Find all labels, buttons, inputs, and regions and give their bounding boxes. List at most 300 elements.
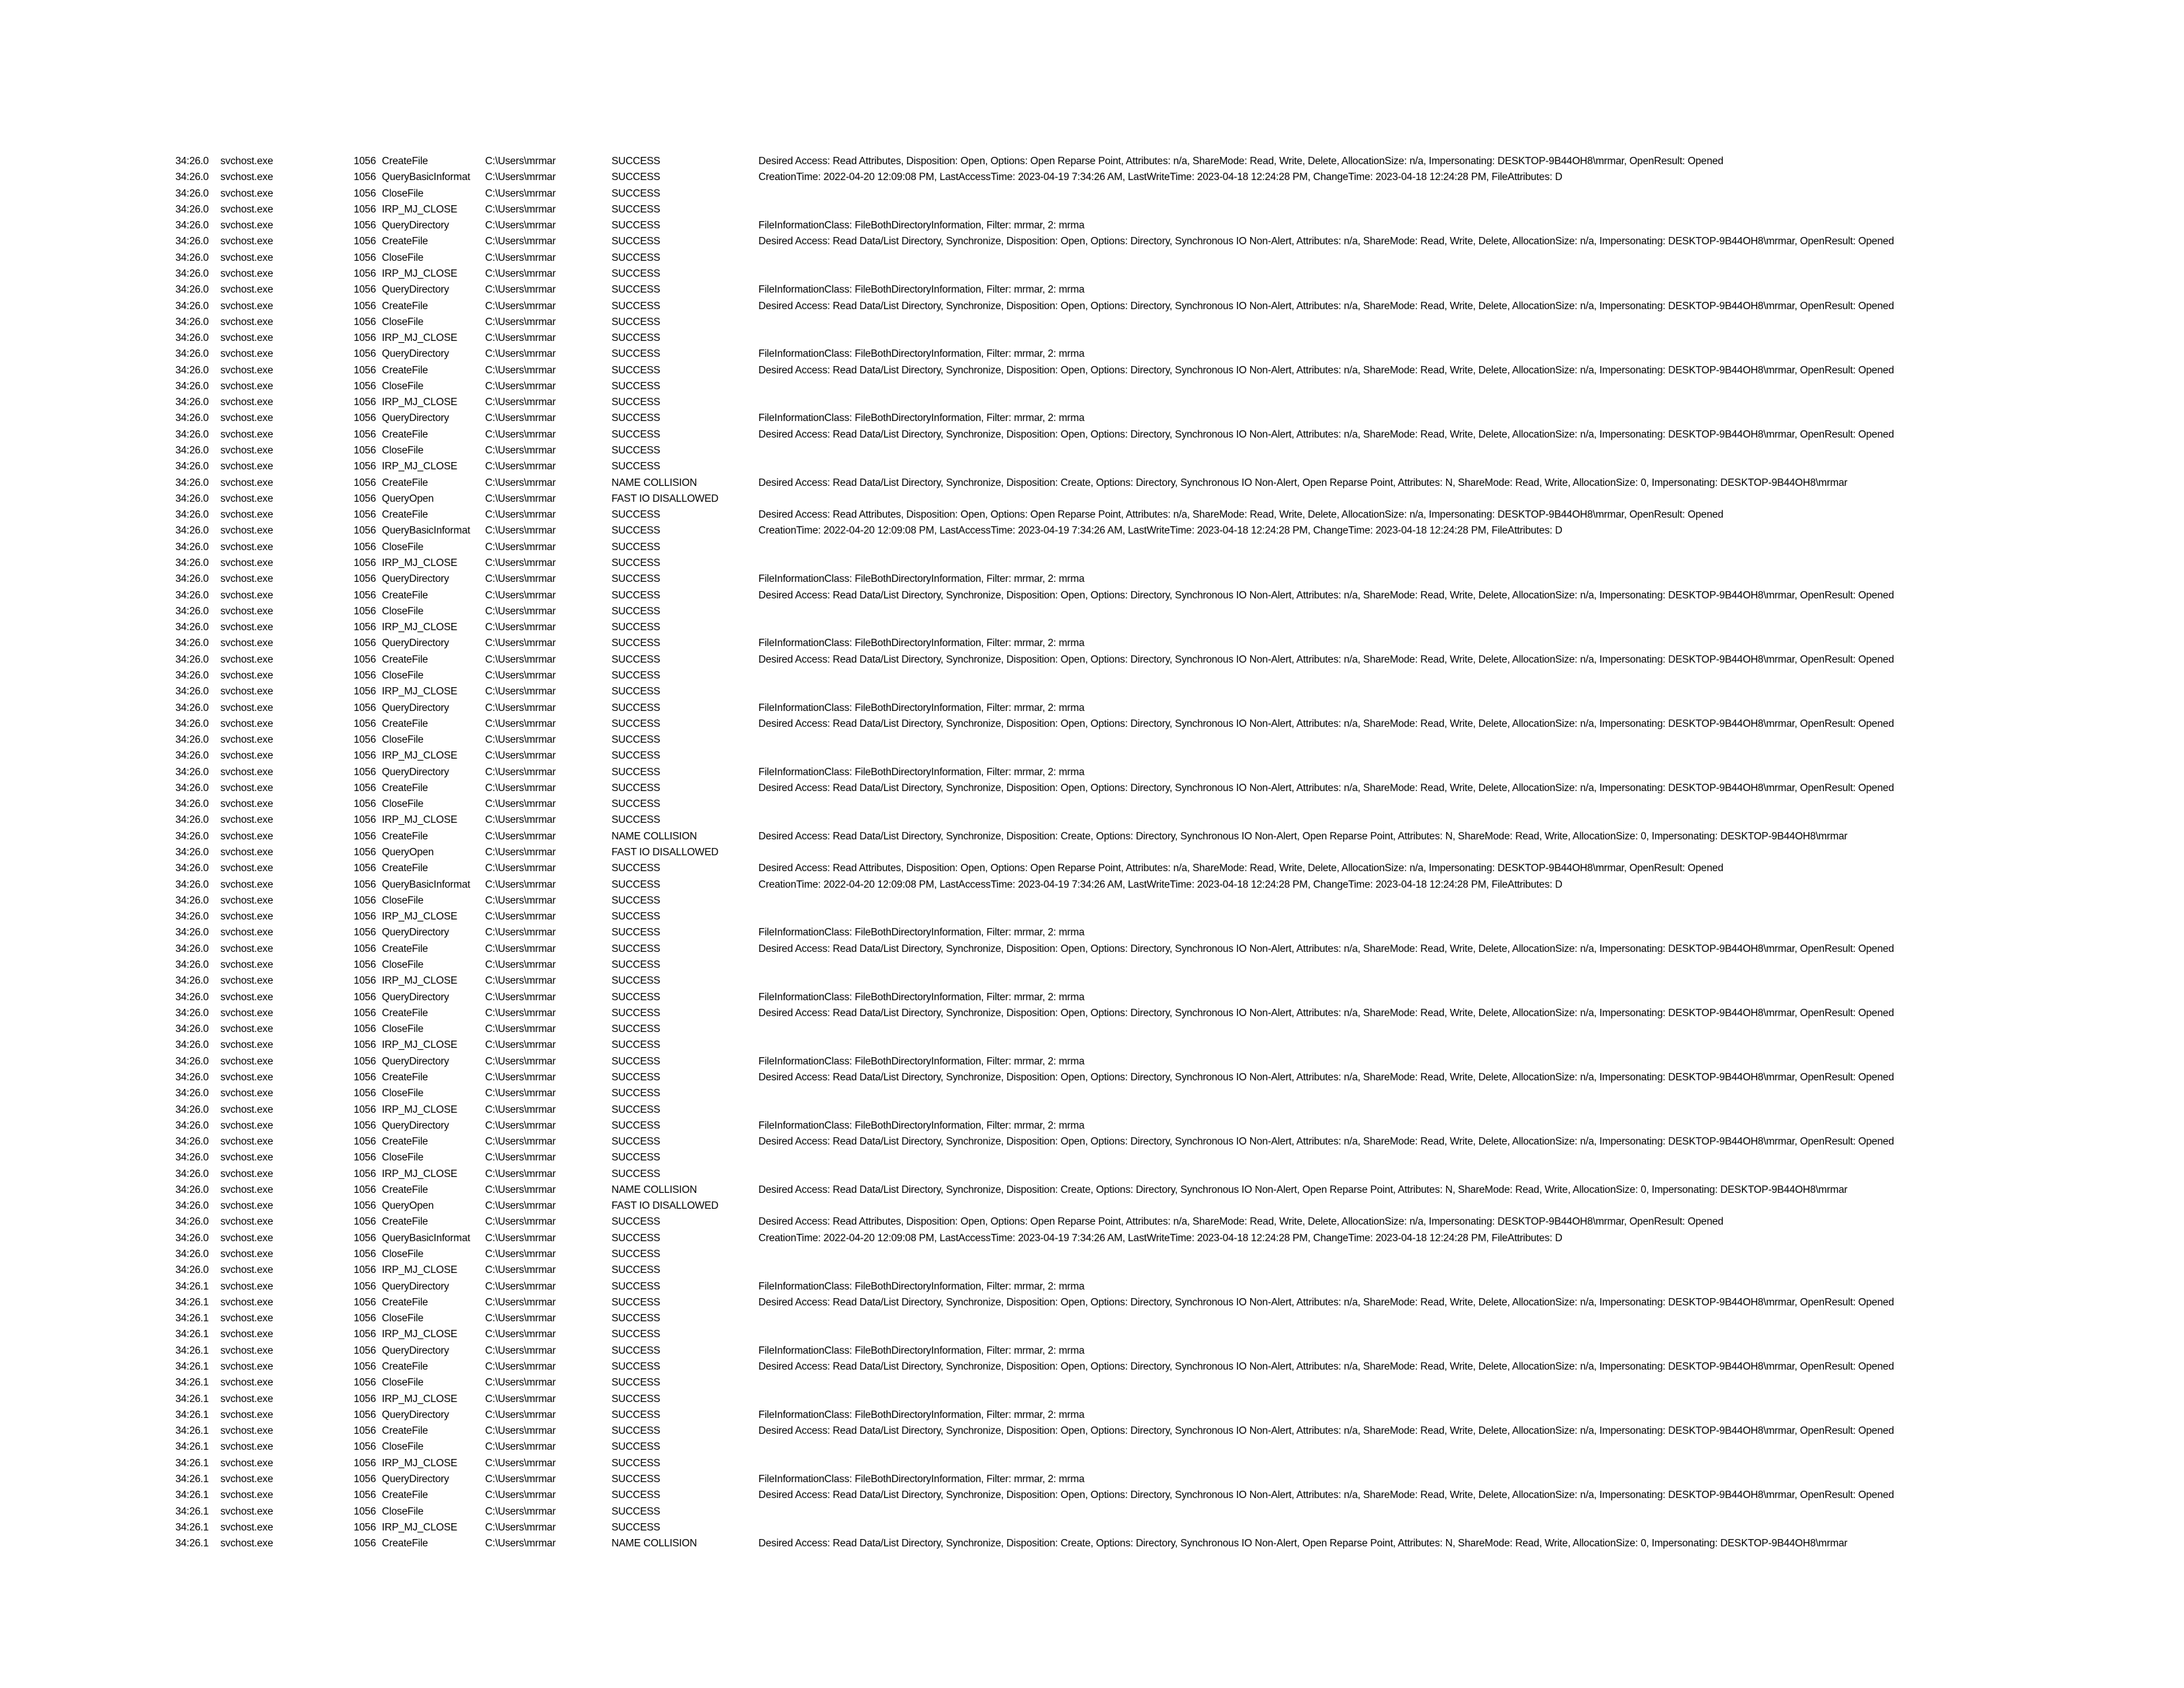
- result-cell: SUCCESS: [612, 653, 660, 665]
- path-cell: C:\Users\mrmar: [485, 1505, 556, 1517]
- log-row: [0, 957, 2184, 973]
- result-cell: SUCCESS: [612, 1216, 660, 1228]
- time-cell: 34:26.0: [175, 1071, 209, 1083]
- operation-cell: CreateFile: [382, 1361, 428, 1372]
- detail-cell: Desired Access: Read Data/List Directory, Synchronize, Disposition: Open, Options: Directory, Synchronous IO Non-Alert, Attributes: n/a, ShareMode: Read, Write, Delete, AllocationSize: n/a, Impersonating: DESKTOP-9B44OH8\mrmar, OpenResult: Opened: [758, 1361, 1894, 1372]
- result-cell: NAME COLLISION: [612, 1538, 697, 1550]
- pid-cell: 1056: [353, 364, 376, 376]
- operation-cell: IRP_MJ_CLOSE: [382, 557, 457, 569]
- detail-cell: Desired Access: Read Data/List Directory, Synchronize, Disposition: Open, Options: Directory, Synchronous IO Non-Alert, Attributes: n/a, ShareMode: Read, Write, Delete, AllocationSize: n/a, Impersonating: DESKTOP-9B44OH8\mrmar, OpenResult: Opened: [758, 1425, 1894, 1437]
- path-cell: C:\Users\mrmar: [485, 847, 556, 859]
- log-row: [0, 990, 2184, 1006]
- operation-cell: IRP_MJ_CLOSE: [382, 1457, 457, 1469]
- path-cell: C:\Users\mrmar: [485, 1136, 556, 1148]
- time-cell: 34:26.0: [175, 1168, 209, 1180]
- operation-cell: IRP_MJ_CLOSE: [382, 1393, 457, 1405]
- path-cell: C:\Users\mrmar: [485, 445, 556, 457]
- detail-cell: FileInformationClass: FileBothDirectoryInformation, Filter: mrmar, 2: mrma: [758, 412, 1085, 424]
- path-cell: C:\Users\mrmar: [485, 1538, 556, 1550]
- result-cell: SUCCESS: [612, 1088, 660, 1100]
- process-name-cell: svchost.exe: [220, 1296, 273, 1308]
- operation-cell: QueryDirectory: [382, 1344, 449, 1356]
- path-cell: C:\Users\mrmar: [485, 798, 556, 810]
- result-cell: SUCCESS: [612, 412, 660, 424]
- path-cell: C:\Users\mrmar: [485, 1344, 556, 1356]
- process-name-cell: svchost.exe: [220, 605, 273, 617]
- result-cell: SUCCESS: [612, 1023, 660, 1035]
- operation-cell: CloseFile: [382, 187, 424, 199]
- pid-cell: 1056: [353, 1280, 376, 1292]
- log-row: [0, 1231, 2184, 1246]
- time-cell: 34:26.1: [175, 1457, 209, 1469]
- operation-cell: IRP_MJ_CLOSE: [382, 1329, 457, 1340]
- time-cell: 34:26.0: [175, 1023, 209, 1035]
- log-row: [0, 395, 2184, 410]
- path-cell: C:\Users\mrmar: [485, 1039, 556, 1051]
- operation-cell: QueryDirectory: [382, 1473, 449, 1485]
- log-row: [0, 1295, 2184, 1311]
- log-row: [0, 748, 2184, 764]
- pid-cell: 1056: [353, 1296, 376, 1308]
- result-cell: SUCCESS: [612, 750, 660, 762]
- detail-cell: FileInformationClass: FileBothDirectoryInformation, Filter: mrmar, 2: mrma: [758, 1344, 1085, 1356]
- process-name-cell: svchost.exe: [220, 509, 273, 521]
- operation-cell: IRP_MJ_CLOSE: [382, 1103, 457, 1115]
- time-cell: 34:26.0: [175, 911, 209, 923]
- log-row: [0, 1166, 2184, 1182]
- log-row: [0, 250, 2184, 266]
- result-cell: NAME COLLISION: [612, 477, 697, 489]
- time-cell: 34:26.0: [175, 477, 209, 489]
- path-cell: C:\Users\mrmar: [485, 1119, 556, 1131]
- log-row: [0, 1246, 2184, 1262]
- log-row: [0, 1021, 2184, 1037]
- log-row: [0, 299, 2184, 314]
- operation-cell: CloseFile: [382, 380, 424, 392]
- process-name-cell: svchost.exe: [220, 718, 273, 729]
- process-name-cell: svchost.exe: [220, 847, 273, 859]
- pid-cell: 1056: [353, 1329, 376, 1340]
- time-cell: 34:26.1: [175, 1377, 209, 1389]
- detail-cell: Desired Access: Read Data/List Directory, Synchronize, Disposition: Open, Options: Directory, Synchronous IO Non-Alert, Attributes: n/a, ShareMode: Read, Write, Delete, AllocationSize: n/a, Impersonating: DESKTOP-9B44OH8\mrmar, OpenResult: Opened: [758, 943, 1894, 955]
- log-row: [0, 1214, 2184, 1230]
- log-row: [0, 1375, 2184, 1391]
- operation-cell: CreateFile: [382, 364, 428, 376]
- path-cell: C:\Users\mrmar: [485, 1329, 556, 1340]
- time-cell: 34:26.0: [175, 316, 209, 328]
- detail-cell: FileInformationClass: FileBothDirectoryInformation, Filter: mrmar, 2: mrma: [758, 1280, 1085, 1292]
- path-cell: C:\Users\mrmar: [485, 669, 556, 681]
- log-row: [0, 169, 2184, 185]
- detail-cell: Desired Access: Read Data/List Directory, Synchronize, Disposition: Open, Options: Directory, Synchronous IO Non-Alert, Attributes: n/a, ShareMode: Read, Write, Delete, AllocationSize: n/a, Impersonating: DESKTOP-9B44OH8\mrmar, OpenResult: Opened: [758, 1489, 1894, 1501]
- result-cell: SUCCESS: [612, 686, 660, 698]
- result-cell: SUCCESS: [612, 766, 660, 778]
- path-cell: C:\Users\mrmar: [485, 428, 556, 440]
- detail-cell: Desired Access: Read Data/List Directory, Synchronize, Disposition: Create, Options: Directory, Synchronous IO Non-Alert, Open Reparse Point, Attributes: N, ShareMode: Read, Write, AllocationSize: 0, Impersonating: DESKTOP-9B44OH8\mrmar: [758, 830, 1848, 842]
- path-cell: C:\Users\mrmar: [485, 1200, 556, 1212]
- time-cell: 34:26.0: [175, 605, 209, 617]
- detail-cell: CreationTime: 2022-04-20 12:09:08 PM, LastAccessTime: 2023-04-19 7:34:26 AM, LastWriteTime: 2023-04-18 12:24:28 PM, ChangeTime: 2023-04-18 12:24:28 PM, FileAttributes: D: [758, 878, 1563, 890]
- pid-cell: 1056: [353, 1457, 376, 1469]
- process-name-cell: svchost.exe: [220, 428, 273, 440]
- time-cell: 34:26.0: [175, 284, 209, 296]
- result-cell: SUCCESS: [612, 300, 660, 312]
- pid-cell: 1056: [353, 911, 376, 923]
- time-cell: 34:26.0: [175, 637, 209, 649]
- log-row: [0, 1070, 2184, 1086]
- time-cell: 34:26.0: [175, 509, 209, 521]
- log-row: [0, 1198, 2184, 1214]
- operation-cell: CloseFile: [382, 1441, 424, 1453]
- time-cell: 34:26.1: [175, 1538, 209, 1550]
- result-cell: SUCCESS: [612, 734, 660, 746]
- log-row: [0, 812, 2184, 828]
- path-cell: C:\Users\mrmar: [485, 1023, 556, 1035]
- pid-cell: 1056: [353, 878, 376, 890]
- result-cell: SUCCESS: [612, 1393, 660, 1405]
- operation-cell: CloseFile: [382, 1023, 424, 1035]
- log-row: [0, 1439, 2184, 1455]
- result-cell: SUCCESS: [612, 1119, 660, 1131]
- process-name-cell: svchost.exe: [220, 187, 273, 199]
- path-cell: C:\Users\mrmar: [485, 1489, 556, 1501]
- time-cell: 34:26.0: [175, 252, 209, 263]
- operation-cell: CreateFile: [382, 863, 428, 874]
- pid-cell: 1056: [353, 1088, 376, 1100]
- operation-cell: CreateFile: [382, 943, 428, 955]
- pid-cell: 1056: [353, 492, 376, 504]
- process-name-cell: svchost.exe: [220, 1232, 273, 1244]
- time-cell: 34:26.0: [175, 492, 209, 504]
- log-row: [0, 1311, 2184, 1327]
- result-cell: SUCCESS: [612, 1103, 660, 1115]
- path-cell: C:\Users\mrmar: [485, 1264, 556, 1276]
- result-cell: SUCCESS: [612, 702, 660, 714]
- operation-cell: QueryBasicInformat: [382, 878, 471, 890]
- pid-cell: 1056: [353, 847, 376, 859]
- process-name-cell: svchost.exe: [220, 1521, 273, 1533]
- detail-cell: Desired Access: Read Data/List Directory, Synchronize, Disposition: Open, Options: Directory, Synchronous IO Non-Alert, Attributes: n/a, ShareMode: Read, Write, Delete, AllocationSize: n/a, Impersonating: DESKTOP-9B44OH8\mrmar, OpenResult: Opened: [758, 718, 1894, 729]
- operation-cell: IRP_MJ_CLOSE: [382, 622, 457, 633]
- path-cell: C:\Users\mrmar: [485, 911, 556, 923]
- log-row: [0, 652, 2184, 668]
- time-cell: 34:26.0: [175, 445, 209, 457]
- operation-cell: CloseFile: [382, 1152, 424, 1164]
- result-cell: SUCCESS: [612, 573, 660, 585]
- path-cell: C:\Users\mrmar: [485, 1457, 556, 1469]
- detail-cell: CreationTime: 2022-04-20 12:09:08 PM, LastAccessTime: 2023-04-19 7:34:26 AM, LastWriteTime: 2023-04-18 12:24:28 PM, ChangeTime: 2023-04-18 12:24:28 PM, FileAttributes: D: [758, 1232, 1563, 1244]
- process-name-cell: svchost.exe: [220, 1473, 273, 1485]
- process-name-cell: svchost.exe: [220, 1184, 273, 1196]
- operation-cell: CreateFile: [382, 1216, 428, 1228]
- time-cell: 34:26.0: [175, 397, 209, 408]
- process-name-cell: svchost.exe: [220, 1248, 273, 1260]
- pid-cell: 1056: [353, 734, 376, 746]
- result-cell: SUCCESS: [612, 1280, 660, 1292]
- pid-cell: 1056: [353, 541, 376, 553]
- result-cell: SUCCESS: [612, 1232, 660, 1244]
- time-cell: 34:26.0: [175, 1136, 209, 1148]
- operation-cell: CloseFile: [382, 605, 424, 617]
- result-cell: SUCCESS: [612, 943, 660, 955]
- time-cell: 34:26.1: [175, 1313, 209, 1325]
- time-cell: 34:26.1: [175, 1521, 209, 1533]
- pid-cell: 1056: [353, 1200, 376, 1212]
- log-row: [0, 491, 2184, 507]
- path-cell: C:\Users\mrmar: [485, 1103, 556, 1115]
- result-cell: SUCCESS: [612, 1361, 660, 1372]
- process-name-cell: svchost.exe: [220, 267, 273, 279]
- time-cell: 34:26.0: [175, 1264, 209, 1276]
- pid-cell: 1056: [353, 766, 376, 778]
- pid-cell: 1056: [353, 943, 376, 955]
- result-cell: SUCCESS: [612, 348, 660, 360]
- process-name-cell: svchost.exe: [220, 927, 273, 939]
- process-name-cell: svchost.exe: [220, 1489, 273, 1501]
- operation-cell: IRP_MJ_CLOSE: [382, 461, 457, 473]
- log-row: [0, 877, 2184, 893]
- time-cell: 34:26.0: [175, 461, 209, 473]
- result-cell: SUCCESS: [612, 1344, 660, 1356]
- result-cell: SUCCESS: [612, 863, 660, 874]
- process-name-cell: svchost.exe: [220, 589, 273, 601]
- operation-cell: CloseFile: [382, 316, 424, 328]
- path-cell: C:\Users\mrmar: [485, 525, 556, 537]
- path-cell: C:\Users\mrmar: [485, 750, 556, 762]
- path-cell: C:\Users\mrmar: [485, 653, 556, 665]
- process-name-cell: svchost.exe: [220, 1119, 273, 1131]
- pid-cell: 1056: [353, 236, 376, 248]
- process-name-cell: svchost.exe: [220, 1152, 273, 1164]
- operation-cell: CloseFile: [382, 252, 424, 263]
- detail-cell: Desired Access: Read Data/List Directory, Synchronize, Disposition: Open, Options: Directory, Synchronous IO Non-Alert, Attributes: n/a, ShareMode: Read, Write, Delete, AllocationSize: n/a, Impersonating: DESKTOP-9B44OH8\mrmar, OpenResult: Opened: [758, 300, 1894, 312]
- time-cell: 34:26.0: [175, 1152, 209, 1164]
- operation-cell: IRP_MJ_CLOSE: [382, 1264, 457, 1276]
- path-cell: C:\Users\mrmar: [485, 1361, 556, 1372]
- log-row: [0, 218, 2184, 234]
- operation-cell: QueryDirectory: [382, 573, 449, 585]
- operation-cell: QueryDirectory: [382, 1409, 449, 1421]
- log-row: [0, 732, 2184, 748]
- operation-cell: IRP_MJ_CLOSE: [382, 975, 457, 987]
- time-cell: 34:26.0: [175, 782, 209, 794]
- result-cell: SUCCESS: [612, 622, 660, 633]
- detail-cell: FileInformationClass: FileBothDirectoryInformation, Filter: mrmar, 2: mrma: [758, 702, 1085, 714]
- time-cell: 34:26.0: [175, 332, 209, 344]
- path-cell: C:\Users\mrmar: [485, 171, 556, 183]
- path-cell: C:\Users\mrmar: [485, 1409, 556, 1421]
- time-cell: 34:26.0: [175, 1119, 209, 1131]
- path-cell: C:\Users\mrmar: [485, 1248, 556, 1260]
- log-row: [0, 330, 2184, 346]
- process-name-cell: svchost.exe: [220, 364, 273, 376]
- pid-cell: 1056: [353, 1425, 376, 1437]
- path-cell: C:\Users\mrmar: [485, 894, 556, 906]
- result-cell: SUCCESS: [612, 1168, 660, 1180]
- operation-cell: CreateFile: [382, 1538, 428, 1550]
- operation-cell: CloseFile: [382, 1377, 424, 1389]
- detail-cell: Desired Access: Read Data/List Directory, Synchronize, Disposition: Create, Options: Directory, Synchronous IO Non-Alert, Open Reparse Point, Attributes: N, ShareMode: Read, Write, AllocationSize: 0, Impersonating: DESKTOP-9B44OH8\mrmar: [758, 1538, 1848, 1550]
- path-cell: C:\Users\mrmar: [485, 1071, 556, 1083]
- log-row: [0, 620, 2184, 635]
- process-name-cell: svchost.exe: [220, 975, 273, 987]
- result-cell: SUCCESS: [612, 1152, 660, 1164]
- time-cell: 34:26.0: [175, 718, 209, 729]
- result-cell: SUCCESS: [612, 1136, 660, 1148]
- path-cell: C:\Users\mrmar: [485, 589, 556, 601]
- result-cell: SUCCESS: [612, 509, 660, 521]
- log-row: [0, 539, 2184, 555]
- process-name-cell: svchost.exe: [220, 1264, 273, 1276]
- pid-cell: 1056: [353, 1313, 376, 1325]
- operation-cell: QueryOpen: [382, 847, 434, 859]
- path-cell: C:\Users\mrmar: [485, 1313, 556, 1325]
- operation-cell: QueryDirectory: [382, 991, 449, 1003]
- detail-cell: Desired Access: Read Data/List Directory, Synchronize, Disposition: Open, Options: Directory, Synchronous IO Non-Alert, Attributes: n/a, ShareMode: Read, Write, Delete, AllocationSize: n/a, Impersonating: DESKTOP-9B44OH8\mrmar, OpenResult: Opened: [758, 1136, 1894, 1148]
- time-cell: 34:26.1: [175, 1393, 209, 1405]
- operation-cell: CreateFile: [382, 477, 428, 489]
- result-cell: SUCCESS: [612, 1055, 660, 1067]
- operation-cell: QueryDirectory: [382, 284, 449, 296]
- operation-cell: CreateFile: [382, 1184, 428, 1196]
- time-cell: 34:26.0: [175, 653, 209, 665]
- pid-cell: 1056: [353, 284, 376, 296]
- time-cell: 34:26.1: [175, 1280, 209, 1292]
- log-row: [0, 443, 2184, 459]
- log-row: [0, 1118, 2184, 1134]
- path-cell: C:\Users\mrmar: [485, 316, 556, 328]
- result-cell: SUCCESS: [612, 284, 660, 296]
- detail-cell: Desired Access: Read Attributes, Disposition: Open, Options: Open Reparse Point, Attributes: n/a, ShareMode: Read, Write, Delete, AllocationSize: n/a, Impersonating: DESKTOP-9B44OH8\mrmar, OpenResult: Opened: [758, 509, 1723, 521]
- log-row: [0, 925, 2184, 941]
- process-name-cell: svchost.exe: [220, 284, 273, 296]
- operation-cell: CreateFile: [382, 236, 428, 248]
- pid-cell: 1056: [353, 1441, 376, 1453]
- process-name-cell: svchost.exe: [220, 734, 273, 746]
- path-cell: C:\Users\mrmar: [485, 557, 556, 569]
- detail-cell: Desired Access: Read Data/List Directory, Synchronize, Disposition: Open, Options: Directory, Synchronous IO Non-Alert, Attributes: n/a, ShareMode: Read, Write, Delete, AllocationSize: n/a, Impersonating: DESKTOP-9B44OH8\mrmar, OpenResult: Opened: [758, 782, 1894, 794]
- operation-cell: QueryDirectory: [382, 412, 449, 424]
- log-row: [0, 346, 2184, 362]
- process-name-cell: svchost.exe: [220, 1103, 273, 1115]
- process-name-cell: svchost.exe: [220, 1168, 273, 1180]
- operation-cell: QueryDirectory: [382, 927, 449, 939]
- process-name-cell: svchost.exe: [220, 236, 273, 248]
- process-name-cell: svchost.exe: [220, 1538, 273, 1550]
- time-cell: 34:26.0: [175, 236, 209, 248]
- log-row: [0, 1102, 2184, 1118]
- result-cell: SUCCESS: [612, 267, 660, 279]
- process-name-cell: svchost.exe: [220, 669, 273, 681]
- operation-cell: QueryOpen: [382, 1200, 434, 1212]
- time-cell: 34:26.1: [175, 1441, 209, 1453]
- pid-cell: 1056: [353, 605, 376, 617]
- result-cell: SUCCESS: [612, 959, 660, 970]
- result-cell: SUCCESS: [612, 380, 660, 392]
- log-row: [0, 1487, 2184, 1503]
- process-name-cell: svchost.exe: [220, 878, 273, 890]
- time-cell: 34:26.0: [175, 171, 209, 183]
- log-row: [0, 459, 2184, 475]
- pid-cell: 1056: [353, 1538, 376, 1550]
- log-row: [0, 1054, 2184, 1070]
- time-cell: 34:26.0: [175, 187, 209, 199]
- result-cell: SUCCESS: [612, 332, 660, 344]
- path-cell: C:\Users\mrmar: [485, 1280, 556, 1292]
- operation-cell: QueryBasicInformat: [382, 525, 471, 537]
- pid-cell: 1056: [353, 1264, 376, 1276]
- operation-cell: CreateFile: [382, 1071, 428, 1083]
- result-cell: SUCCESS: [612, 1377, 660, 1389]
- process-name-cell: svchost.exe: [220, 412, 273, 424]
- path-cell: C:\Users\mrmar: [485, 252, 556, 263]
- detail-cell: Desired Access: Read Data/List Directory, Synchronize, Disposition: Open, Options: Directory, Synchronous IO Non-Alert, Attributes: n/a, ShareMode: Read, Write, Delete, AllocationSize: n/a, Impersonating: DESKTOP-9B44OH8\mrmar, OpenResult: Opened: [758, 364, 1894, 376]
- path-cell: C:\Users\mrmar: [485, 541, 556, 553]
- result-cell: SUCCESS: [612, 975, 660, 987]
- pid-cell: 1056: [353, 428, 376, 440]
- result-cell: SUCCESS: [612, 1007, 660, 1019]
- log-row: [0, 234, 2184, 250]
- time-cell: 34:26.0: [175, 750, 209, 762]
- pid-cell: 1056: [353, 959, 376, 970]
- path-cell: C:\Users\mrmar: [485, 380, 556, 392]
- time-cell: 34:26.0: [175, 959, 209, 970]
- time-cell: 34:26.1: [175, 1425, 209, 1437]
- pid-cell: 1056: [353, 686, 376, 698]
- result-cell: SUCCESS: [612, 637, 660, 649]
- result-cell: SUCCESS: [612, 1248, 660, 1260]
- time-cell: 34:26.0: [175, 348, 209, 360]
- pid-cell: 1056: [353, 300, 376, 312]
- process-name-cell: svchost.exe: [220, 622, 273, 633]
- operation-cell: CreateFile: [382, 156, 428, 167]
- result-cell: SUCCESS: [612, 364, 660, 376]
- pid-cell: 1056: [353, 622, 376, 633]
- pid-cell: 1056: [353, 1505, 376, 1517]
- pid-cell: 1056: [353, 1361, 376, 1372]
- detail-cell: FileInformationClass: FileBothDirectoryInformation, Filter: mrmar, 2: mrma: [758, 1409, 1085, 1421]
- result-cell: SUCCESS: [612, 171, 660, 183]
- path-cell: C:\Users\mrmar: [485, 1425, 556, 1437]
- operation-cell: CloseFile: [382, 734, 424, 746]
- log-row: [0, 1504, 2184, 1520]
- result-cell: SUCCESS: [612, 814, 660, 826]
- process-name-cell: svchost.exe: [220, 653, 273, 665]
- pid-cell: 1056: [353, 156, 376, 167]
- log-row: [0, 186, 2184, 202]
- log-row: [0, 1086, 2184, 1102]
- time-cell: 34:26.0: [175, 573, 209, 585]
- pid-cell: 1056: [353, 252, 376, 263]
- result-cell: SUCCESS: [612, 316, 660, 328]
- operation-cell: CloseFile: [382, 959, 424, 970]
- log-row: [0, 1150, 2184, 1166]
- result-cell: SUCCESS: [612, 252, 660, 263]
- log-row: [0, 909, 2184, 925]
- result-cell: SUCCESS: [612, 798, 660, 810]
- path-cell: C:\Users\mrmar: [485, 573, 556, 585]
- operation-cell: CreateFile: [382, 718, 428, 729]
- time-cell: 34:26.0: [175, 1248, 209, 1260]
- pid-cell: 1056: [353, 397, 376, 408]
- detail-cell: Desired Access: Read Data/List Directory, Synchronize, Disposition: Open, Options: Directory, Synchronous IO Non-Alert, Attributes: n/a, ShareMode: Read, Write, Delete, AllocationSize: n/a, Impersonating: DESKTOP-9B44OH8\mrmar, OpenResult: Opened: [758, 589, 1894, 601]
- detail-cell: Desired Access: Read Data/List Directory, Synchronize, Disposition: Open, Options: Directory, Synchronous IO Non-Alert, Attributes: n/a, ShareMode: Read, Write, Delete, AllocationSize: n/a, Impersonating: DESKTOP-9B44OH8\mrmar, OpenResult: Opened: [758, 1007, 1894, 1019]
- path-cell: C:\Users\mrmar: [485, 1184, 556, 1196]
- detail-cell: Desired Access: Read Data/List Directory, Synchronize, Disposition: Open, Options: Directory, Synchronous IO Non-Alert, Attributes: n/a, ShareMode: Read, Write, Delete, AllocationSize: n/a, Impersonating: DESKTOP-9B44OH8\mrmar, OpenResult: Opened: [758, 1296, 1894, 1308]
- log-row: [0, 154, 2184, 169]
- time-cell: 34:26.0: [175, 975, 209, 987]
- path-cell: C:\Users\mrmar: [485, 203, 556, 215]
